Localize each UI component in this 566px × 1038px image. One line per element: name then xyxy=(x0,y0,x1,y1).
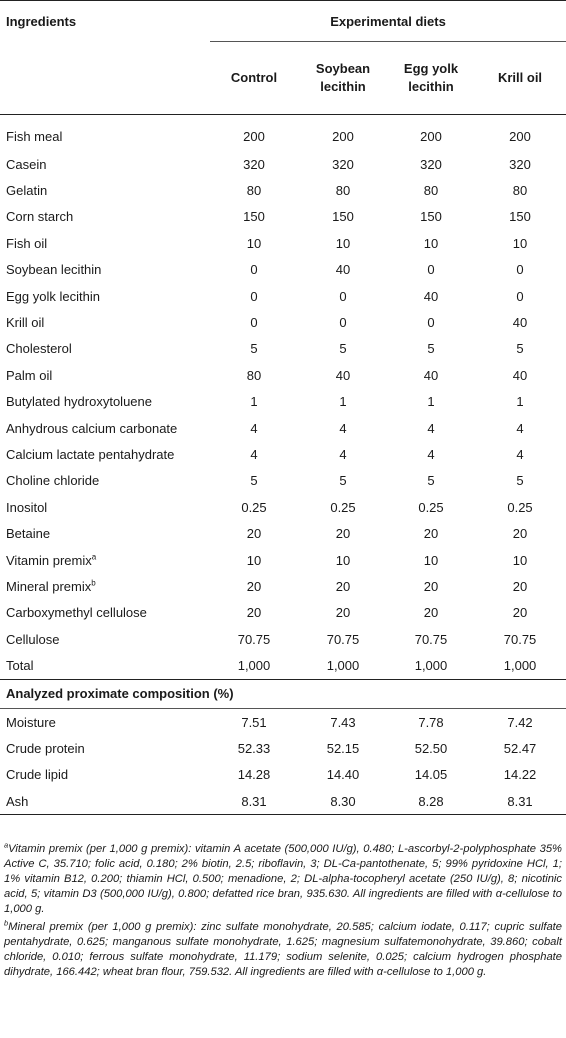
cell-value: 10 xyxy=(246,552,262,568)
cell-value: 8.28 xyxy=(418,793,444,809)
cell-value: 40 xyxy=(423,367,439,383)
cell-value: 10 xyxy=(335,235,351,251)
row-label: Cholesterol xyxy=(6,341,72,357)
cell-value: 320 xyxy=(243,156,265,172)
cell-value: 1 xyxy=(250,394,258,410)
composition-body xyxy=(0,708,566,815)
cell-value: 80 xyxy=(246,367,262,383)
cell-value: 20 xyxy=(512,578,528,594)
cell-value: 20 xyxy=(335,605,351,621)
col-header-soybean-lecithin: Soybean lecithin xyxy=(315,61,371,94)
cell-value: 20 xyxy=(246,605,262,621)
cell-value: 4 xyxy=(339,420,347,436)
cell-value: 1,000 xyxy=(326,658,360,674)
row-label: Choline chloride xyxy=(6,473,100,489)
cell-value: 200 xyxy=(509,128,531,144)
cell-value: 52.47 xyxy=(503,740,537,756)
cell-value: 200 xyxy=(420,128,442,144)
cell-value: 8.31 xyxy=(507,793,533,809)
cell-value: 320 xyxy=(420,156,442,172)
cell-value: 0 xyxy=(516,262,524,278)
cell-value: 20 xyxy=(423,526,439,542)
cell-value: 1,000 xyxy=(503,658,537,674)
cell-value: 5 xyxy=(427,473,435,489)
cell-value: 20 xyxy=(423,605,439,621)
cell-value: 0 xyxy=(516,288,524,304)
cell-value: 80 xyxy=(335,183,351,199)
cell-value: 1,000 xyxy=(237,658,271,674)
table-row xyxy=(0,415,566,441)
table-row xyxy=(0,494,566,520)
cell-value: 5 xyxy=(516,473,524,489)
cell-value: 20 xyxy=(512,605,528,621)
cell-value: 4 xyxy=(339,446,347,462)
footnote-marker: b xyxy=(91,578,96,588)
footnote-b: $^b$Mineral premix (per 1,000 g premix): zinc sulfate monohydrate, 20.585; calcium iodate, 0.117; cupric sulfate pentahydrate, 0.625; manganous sulfate monohydrate, 1.625; magnesium sulfatemonohydrate, 39.860; cobalt chloride, 0.010; ferrous sulfate monohydrate, 11.179; sodium selenite, 0.025; calcium hydrogen phosphate dihydrate, 166.442; wheat bran flour, 759.532. All ingredients are filled with α-cellulose to 1,000 g. xyxy=(4,918,562,978)
header-spacer xyxy=(0,42,210,115)
cell-value: 14.28 xyxy=(237,767,271,783)
cell-value: 150 xyxy=(420,209,442,225)
table-row xyxy=(0,468,566,494)
table-row xyxy=(0,441,566,467)
table-row xyxy=(0,762,566,788)
cell-value: 4 xyxy=(250,420,258,436)
cell-value: 320 xyxy=(509,156,531,172)
row-label: Anhydrous calcium carbonate xyxy=(6,420,178,436)
cell-value: 70.75 xyxy=(326,631,360,647)
table-header xyxy=(0,1,566,115)
cell-value: 0 xyxy=(339,288,347,304)
table-row xyxy=(0,735,566,761)
row-label: Gelatin xyxy=(6,183,48,199)
cell-value: 0.25 xyxy=(418,499,444,515)
table-row xyxy=(0,336,566,362)
cell-value: 4 xyxy=(427,446,435,462)
cell-value: 4 xyxy=(250,446,258,462)
cell-value: 0 xyxy=(339,315,347,331)
footnote-marker: a xyxy=(91,552,97,562)
ingredients-body xyxy=(0,115,566,680)
table-row xyxy=(0,626,566,652)
row-label: Cellulose xyxy=(6,631,60,647)
table-row xyxy=(0,652,566,679)
cell-value: 200 xyxy=(243,128,265,144)
cell-value: 150 xyxy=(243,209,265,225)
row-label: Krill oil xyxy=(6,315,45,331)
row-label: Butylated hydroxytoluene xyxy=(6,394,152,410)
cell-value: 0.25 xyxy=(330,499,356,515)
cell-value: 70.75 xyxy=(237,631,271,647)
cell-value: 10 xyxy=(423,235,439,251)
row-label: Carboxymethyl cellulose xyxy=(6,605,147,621)
footnote-a: $^a$Vitamin premix (per 1,000 g premix): vitamin A acetate (500,000 IU/g), 0.480; L-ascorbyl-2-polyphosphate 35% Active C, 35.710; folic acid, 0.180; 2% biotin, 2.5; riboflavin, 3; DL-Ca-pantothenate, 5; 99% pyridoxine HCl, 1; 1% vitamin B12, 0.200; thiamin HCl, 0.500; menadione, 2; DL-alpha-tocopheryl acetate (250 IU/g), 8; nicotinic acid, 5; vitamin D3 (500,000 IU/g), 0.800; defatted rice bran, 935.630. All ingredients are filled with α-cellulose to 1,000 g. xyxy=(4,840,562,915)
cell-value: 4 xyxy=(427,420,435,436)
row-label: Crude protein xyxy=(6,740,85,756)
cell-value: 1 xyxy=(427,394,435,410)
cell-value: 0.25 xyxy=(507,499,533,515)
cell-value: 70.75 xyxy=(414,631,448,647)
cell-value: 10 xyxy=(246,235,262,251)
column-header-row xyxy=(0,42,566,115)
row-label: Crude lipid xyxy=(6,767,69,783)
cell-value: 20 xyxy=(423,578,439,594)
cell-value: 80 xyxy=(512,183,528,199)
col-header-control: Control xyxy=(230,70,278,85)
cell-value: 40 xyxy=(512,315,528,331)
cell-value: 5 xyxy=(516,341,524,357)
cell-value: 0 xyxy=(427,315,435,331)
cell-value: 0 xyxy=(250,262,258,278)
cell-value: 20 xyxy=(335,526,351,542)
cell-value: 14.05 xyxy=(414,767,448,783)
cell-value: 80 xyxy=(246,183,262,199)
col-header-egg-yolk-lecithin: Egg yolk lecithin xyxy=(403,61,459,94)
row-label: Calcium lactate pentahydrate xyxy=(6,446,175,462)
cell-value: 320 xyxy=(332,156,354,172)
cell-value: 1 xyxy=(516,394,524,410)
composition-heading-row xyxy=(0,679,566,708)
cell-value: 5 xyxy=(250,473,258,489)
cell-value: 1 xyxy=(339,394,347,410)
table-footnotes xyxy=(0,842,562,983)
cell-value: 7.78 xyxy=(418,714,444,730)
cell-value: 10 xyxy=(512,552,528,568)
row-label: Betaine xyxy=(6,526,51,542)
row-label: Fish oil xyxy=(6,235,48,251)
table-row xyxy=(0,204,566,230)
table-row xyxy=(0,788,566,815)
cell-value: 200 xyxy=(332,128,354,144)
row-label: Soybean lecithin xyxy=(6,262,102,278)
cell-value: 7.51 xyxy=(241,714,267,730)
cell-value: 5 xyxy=(339,341,347,357)
cell-value: 0 xyxy=(427,262,435,278)
row-label: Egg yolk lecithin xyxy=(6,288,100,304)
table-row xyxy=(0,362,566,388)
cell-value: 150 xyxy=(332,209,354,225)
row-label: Corn starch xyxy=(6,209,74,225)
cell-value: 70.75 xyxy=(503,631,537,647)
table-row xyxy=(0,547,566,573)
cell-value: 5 xyxy=(339,473,347,489)
table-row xyxy=(0,389,566,415)
cell-value: 4 xyxy=(516,420,524,436)
cell-value: 14.22 xyxy=(503,767,537,783)
table-row xyxy=(0,600,566,626)
row-label: Casein xyxy=(6,156,47,172)
cell-value: 20 xyxy=(512,526,528,542)
cell-value: 80 xyxy=(423,183,439,199)
cell-value: 5 xyxy=(250,341,258,357)
experimental-diets-header: Experimental diets xyxy=(210,1,566,42)
cell-value: 40 xyxy=(335,262,351,278)
row-label: Ash xyxy=(6,793,29,809)
table-row xyxy=(0,520,566,546)
cell-value: 0 xyxy=(250,315,258,331)
cell-value: 7.42 xyxy=(507,714,533,730)
cell-value: 40 xyxy=(335,367,351,383)
cell-value: 4 xyxy=(516,446,524,462)
composition-section xyxy=(0,679,566,708)
row-label: Total xyxy=(6,658,34,674)
cell-value: 0.25 xyxy=(241,499,267,515)
row-label: Moisture xyxy=(6,714,56,730)
table-row xyxy=(0,257,566,283)
cell-value: 40 xyxy=(423,288,439,304)
table-row xyxy=(0,283,566,309)
cell-value: 10 xyxy=(335,552,351,568)
cell-value: 52.33 xyxy=(237,740,271,756)
cell-value: 0 xyxy=(250,288,258,304)
table-row xyxy=(0,115,566,152)
cell-value: 5 xyxy=(427,341,435,357)
table-row xyxy=(0,230,566,256)
cell-value: 52.50 xyxy=(414,740,448,756)
cell-value: 20 xyxy=(246,578,262,594)
table-row xyxy=(0,309,566,335)
row-label: Inositol xyxy=(6,499,48,515)
cell-value: 8.30 xyxy=(330,793,356,809)
cell-value: 20 xyxy=(335,578,351,594)
table-row xyxy=(0,151,566,177)
row-label: Vitamin premix$^a$ xyxy=(6,552,97,568)
table-row xyxy=(0,708,566,735)
row-label: Palm oil xyxy=(6,367,53,383)
cell-value: 40 xyxy=(512,367,528,383)
cell-value: 150 xyxy=(509,209,531,225)
cell-value: 10 xyxy=(512,235,528,251)
table-row xyxy=(0,177,566,203)
composition-heading: Analyzed proximate composition (%) xyxy=(6,686,234,702)
col-header-krill-oil: Krill oil xyxy=(497,70,543,85)
cell-value: 7.43 xyxy=(330,714,356,730)
cell-value: 52.15 xyxy=(326,740,360,756)
table-row xyxy=(0,573,566,599)
cell-value: 8.31 xyxy=(241,793,267,809)
row-label: Mineral premix$^b$ xyxy=(6,578,96,594)
cell-value: 14.40 xyxy=(326,767,360,783)
ingredients-header: Ingredients xyxy=(6,13,77,29)
row-label: Fish meal xyxy=(6,128,63,144)
cell-value: 1,000 xyxy=(414,658,448,674)
cell-value: 20 xyxy=(246,526,262,542)
cell-value: 10 xyxy=(423,552,439,568)
